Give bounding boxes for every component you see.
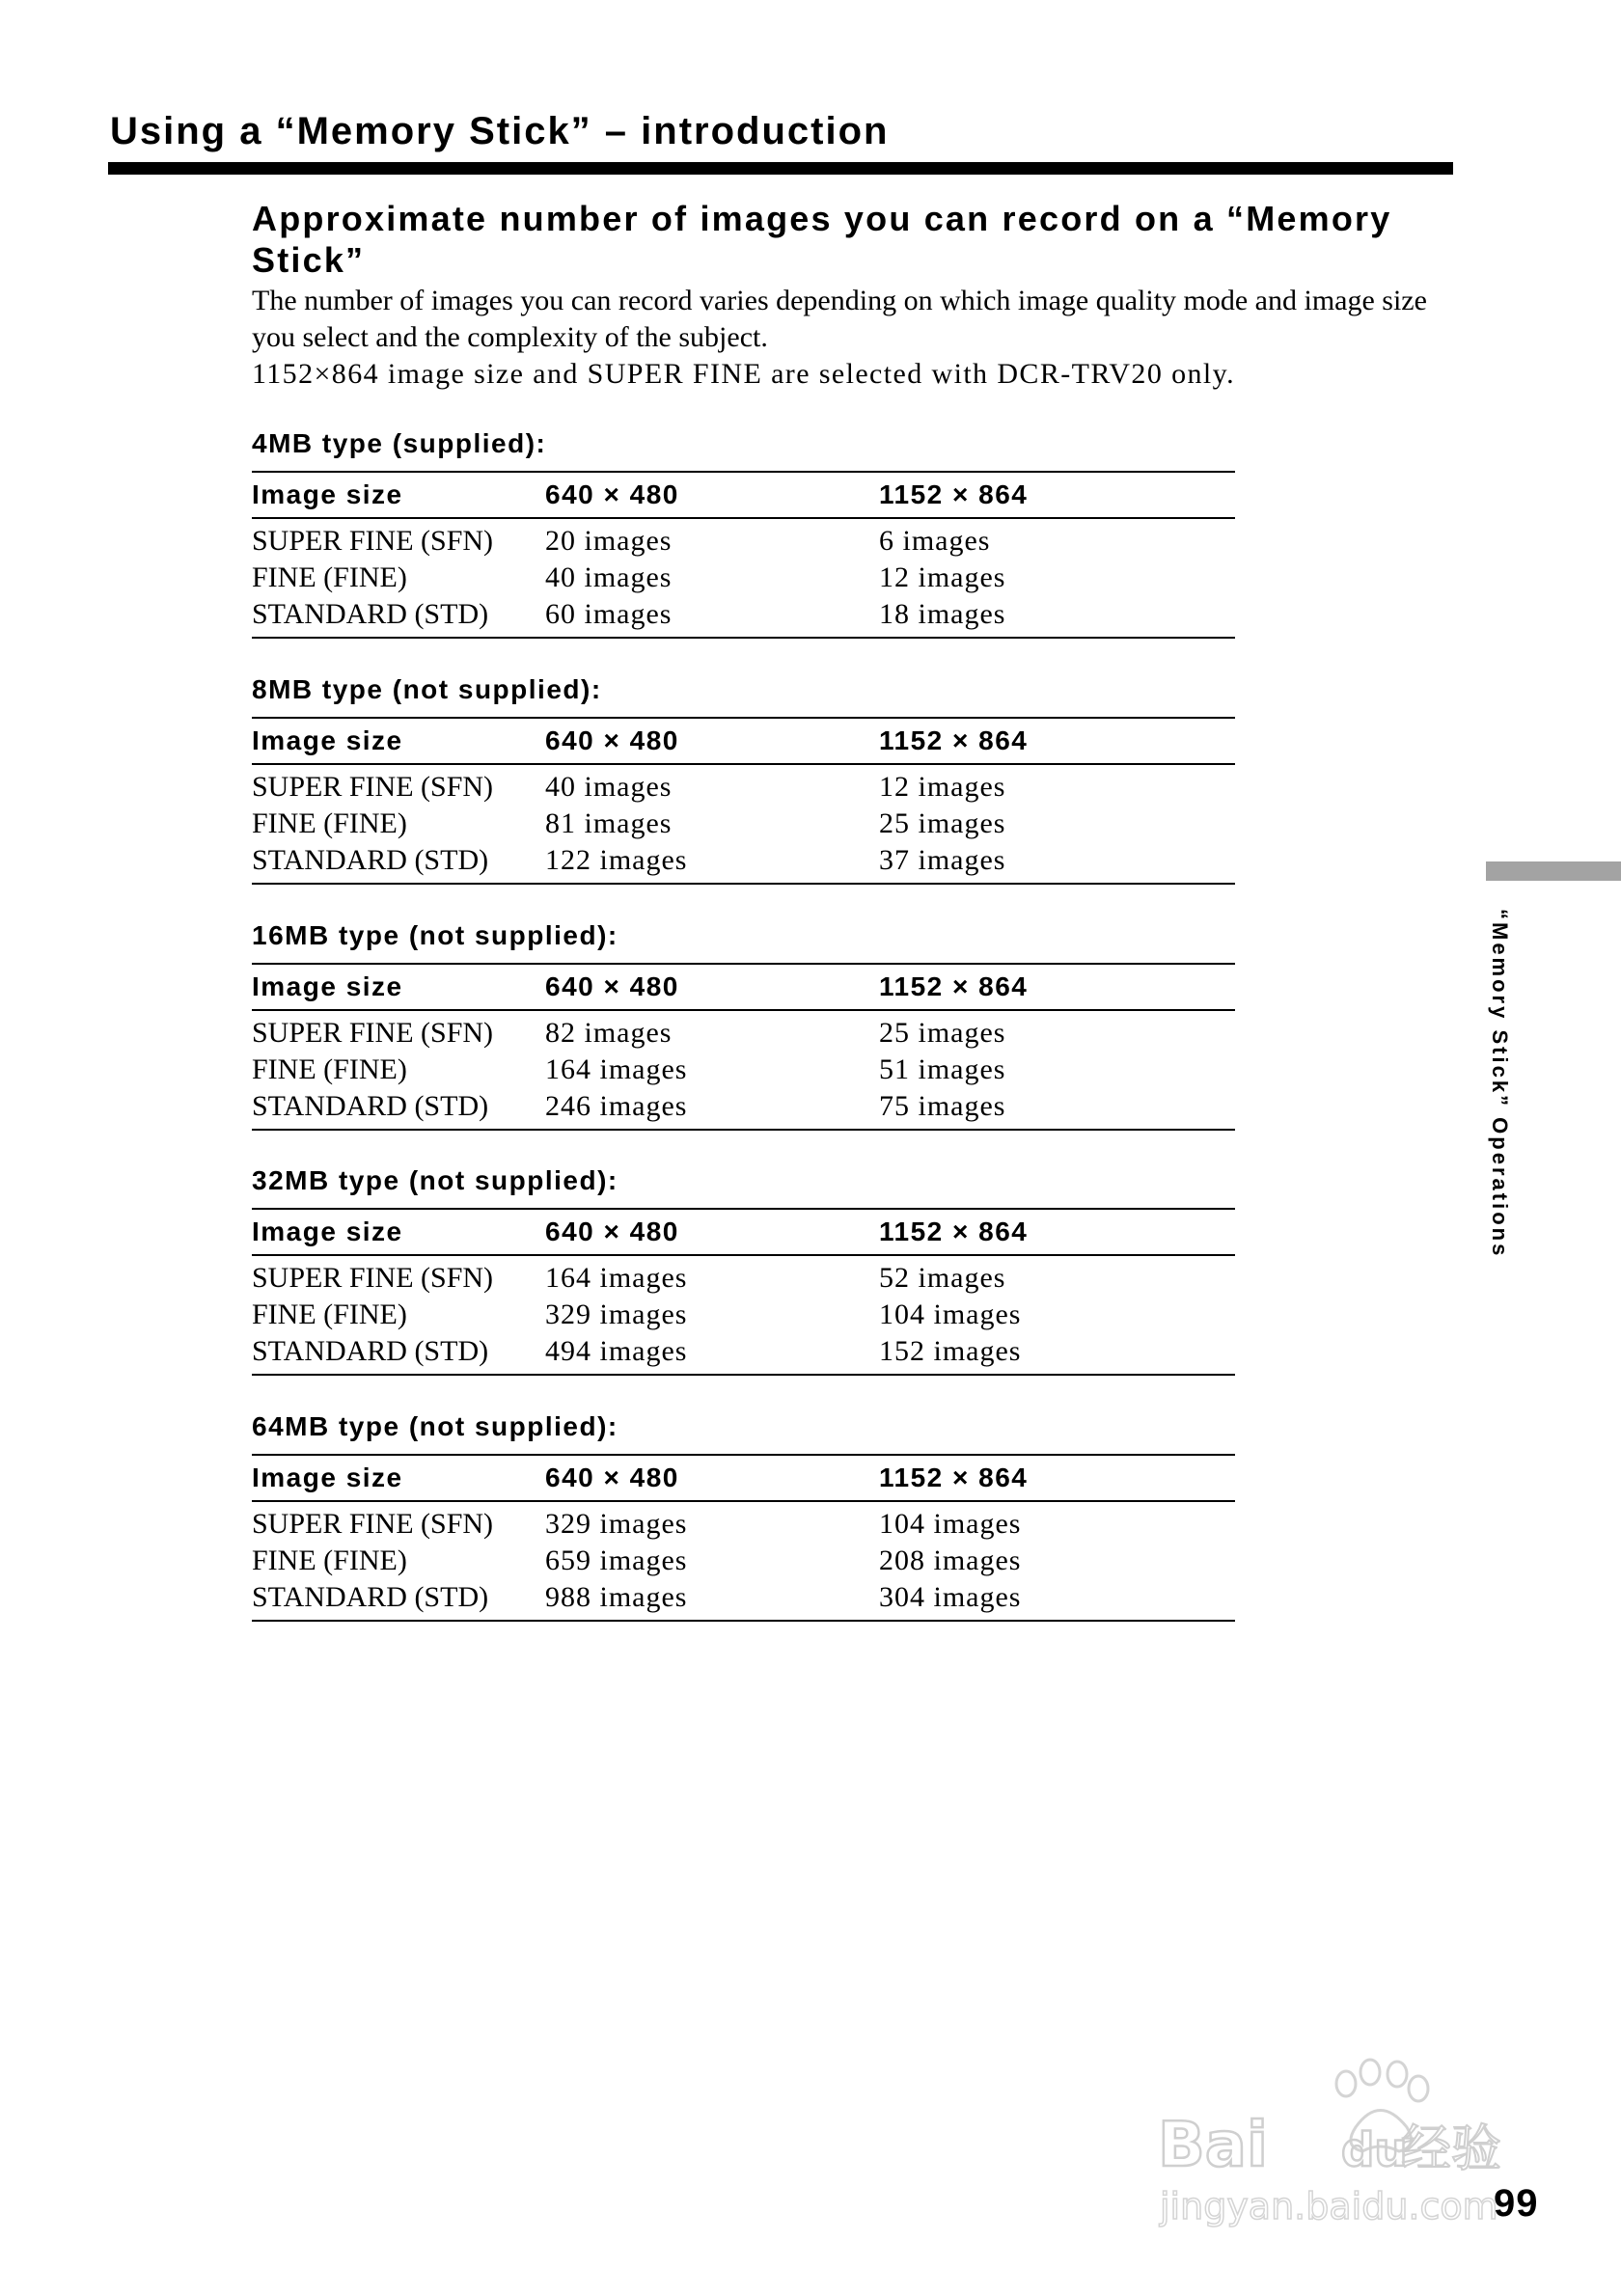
table-body (252, 1502, 1235, 1620)
count-1152-cell: 6 images (879, 525, 991, 557)
header-image-size: Image size (252, 479, 403, 509)
count-640-cell: 659 images (545, 1544, 688, 1576)
baidu-watermark-logo (1148, 2045, 1534, 2238)
table-body (252, 519, 1235, 637)
count-1152-cell: 51 images (879, 1053, 1006, 1085)
svg-text:jingyan.baidu.com: jingyan.baidu.com (1160, 2185, 1498, 2228)
quality-cell: STANDARD (STD) (252, 1335, 489, 1367)
intro-note: 1152×864 image size and SUPER FINE are selected with DCR-TRV20 only. (252, 358, 1236, 390)
table-8mb (252, 672, 1235, 885)
quality-cell: SUPER FINE (SFN) (252, 1017, 494, 1049)
svg-text:经验: 经验 (1401, 2120, 1502, 2178)
table-row (252, 1262, 1235, 1298)
quality-cell: STANDARD (STD) (252, 844, 489, 876)
table-header-row (252, 473, 1235, 517)
count-1152-cell: 12 images (879, 561, 1006, 593)
table-row (252, 561, 1235, 598)
table-body (252, 1011, 1235, 1129)
table-title: 4MB type (supplied): (252, 428, 547, 458)
side-tab-label-text: “Memory Stick” Operations (1488, 909, 1512, 1259)
count-1152-cell: 152 images (879, 1335, 1022, 1367)
table-row (252, 807, 1235, 844)
quality-cell: STANDARD (STD) (252, 1581, 489, 1613)
table-row (252, 525, 1235, 561)
table-title: 16MB type (not supplied): (252, 920, 618, 950)
page-number: 99 (1494, 2182, 1539, 2225)
count-1152-cell: 304 images (879, 1581, 1022, 1613)
header-1152x864: 1152 × 864 (879, 479, 1029, 509)
count-1152-cell: 18 images (879, 598, 1006, 630)
quality-cell: STANDARD (STD) (252, 1090, 489, 1122)
intro-text (252, 283, 1448, 393)
count-640-cell: 40 images (545, 771, 673, 803)
table-row (252, 1053, 1235, 1090)
count-1152-cell: 104 images (879, 1298, 1022, 1330)
table-header-row (252, 965, 1235, 1009)
count-640-cell: 329 images (545, 1508, 688, 1540)
header-1152x864: 1152 × 864 (879, 1216, 1029, 1246)
header-640x480: 640 × 480 (545, 1216, 679, 1246)
table-body (252, 765, 1235, 883)
header-rule (108, 162, 1453, 175)
table-row (252, 1544, 1235, 1581)
count-640-cell: 988 images (545, 1581, 688, 1613)
svg-text:Bai: Bai (1158, 2110, 1268, 2181)
count-1152-cell: 75 images (879, 1090, 1006, 1122)
count-1152-cell: 25 images (879, 1017, 1006, 1049)
table-bottom-rule (252, 883, 1235, 885)
quality-cell: FINE (FINE) (252, 561, 407, 593)
count-1152-cell: 37 images (879, 844, 1006, 876)
table-4mb (252, 426, 1235, 639)
table-bottom-rule (252, 1374, 1235, 1376)
table-title: 8MB type (not supplied): (252, 674, 602, 704)
header-640x480: 640 × 480 (545, 479, 679, 509)
quality-cell: FINE (FINE) (252, 1298, 407, 1330)
quality-cell: FINE (FINE) (252, 1053, 407, 1085)
quality-cell: STANDARD (STD) (252, 598, 489, 630)
table-header-row (252, 1210, 1235, 1254)
count-1152-cell: 12 images (879, 771, 1006, 803)
count-640-cell: 164 images (545, 1262, 688, 1294)
header-image-size: Image size (252, 725, 403, 755)
count-640-cell: 494 images (545, 1335, 688, 1367)
table-title: 64MB type (not supplied): (252, 1411, 618, 1441)
table-bottom-rule (252, 1129, 1235, 1131)
table-64mb (252, 1409, 1235, 1622)
header-1152x864: 1152 × 864 (879, 971, 1029, 1001)
table-32mb (252, 1163, 1235, 1376)
table-row (252, 1298, 1235, 1335)
header-640x480: 640 × 480 (545, 971, 679, 1001)
header-image-size: Image size (252, 1216, 403, 1246)
table-row (252, 844, 1235, 881)
count-640-cell: 164 images (545, 1053, 688, 1085)
side-tab-label (1475, 909, 1514, 1259)
count-640-cell: 81 images (545, 807, 673, 839)
quality-cell: SUPER FINE (SFN) (252, 1508, 494, 1540)
table-row (252, 1017, 1235, 1053)
side-tab-marker (1486, 861, 1621, 881)
header-1152x864: 1152 × 864 (879, 1462, 1029, 1492)
count-640-cell: 60 images (545, 598, 673, 630)
header-1152x864: 1152 × 864 (879, 725, 1029, 755)
table-row (252, 1335, 1235, 1372)
header-image-size: Image size (252, 971, 403, 1001)
table-16mb (252, 918, 1235, 1131)
quality-cell: FINE (FINE) (252, 1544, 407, 1576)
table-row (252, 598, 1235, 635)
table-header-row (252, 1456, 1235, 1500)
svg-text:du: du (1341, 2123, 1408, 2177)
count-640-cell: 20 images (545, 525, 673, 557)
count-1152-cell: 52 images (879, 1262, 1006, 1294)
table-bottom-rule (252, 637, 1235, 639)
table-row (252, 1090, 1235, 1127)
count-1152-cell: 104 images (879, 1508, 1022, 1540)
table-body (252, 1256, 1235, 1374)
table-header-row (252, 719, 1235, 763)
page-header-title: Using a “Memory Stick” – introduction (110, 110, 890, 152)
section-heading: Approximate number of images you can record on a “Memory Stick” (252, 199, 1392, 280)
count-640-cell: 246 images (545, 1090, 688, 1122)
header-640x480: 640 × 480 (545, 725, 679, 755)
quality-cell: SUPER FINE (SFN) (252, 1262, 494, 1294)
count-1152-cell: 208 images (879, 1544, 1022, 1576)
table-bottom-rule (252, 1620, 1235, 1622)
count-640-cell: 40 images (545, 561, 673, 593)
quality-cell: FINE (FINE) (252, 807, 407, 839)
count-640-cell: 82 images (545, 1017, 673, 1049)
quality-cell: SUPER FINE (SFN) (252, 525, 494, 557)
quality-cell: SUPER FINE (SFN) (252, 771, 494, 803)
header-image-size: Image size (252, 1462, 403, 1492)
count-1152-cell: 25 images (879, 807, 1006, 839)
table-row (252, 1508, 1235, 1544)
table-row (252, 1581, 1235, 1618)
table-title: 32MB type (not supplied): (252, 1165, 618, 1195)
count-640-cell: 122 images (545, 844, 688, 876)
table-row (252, 771, 1235, 807)
intro-paragraph: The number of images you can record varies depending on which image quality mode and image size you select and the complexity of the subject. (252, 285, 1427, 353)
header-640x480: 640 × 480 (545, 1462, 679, 1492)
count-640-cell: 329 images (545, 1298, 688, 1330)
